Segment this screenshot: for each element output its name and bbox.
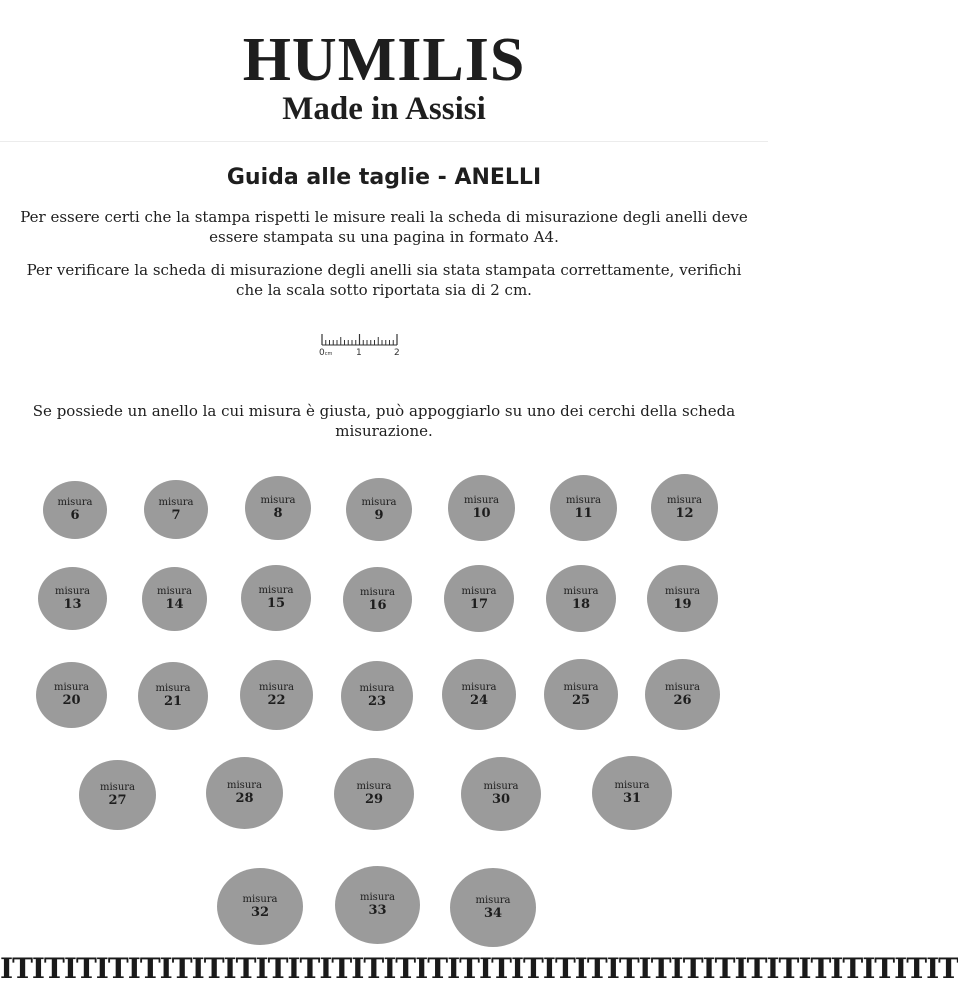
ring-label: misura bbox=[227, 780, 262, 791]
ring-circle-size-15 bbox=[241, 565, 311, 631]
ring-circle-size-22 bbox=[240, 660, 313, 730]
ring-size-value: 15 bbox=[266, 596, 286, 611]
ring-size-value: 7 bbox=[171, 507, 181, 523]
ring-label: misura bbox=[259, 682, 294, 693]
ring-circle-size-33 bbox=[335, 866, 420, 944]
ring-size-value: 16 bbox=[368, 597, 387, 613]
ring-circle-size-8 bbox=[245, 476, 311, 540]
brand-tagline: Made in Assisi bbox=[282, 91, 486, 127]
print-instructions: Per essere certi che la stampa rispetti le misure reali la scheda di misurazione degli anelli deve essere stampata su una pagina in formato A4. bbox=[20, 208, 748, 246]
ring-size-value: 24 bbox=[469, 692, 489, 708]
ring-circle-size-13 bbox=[38, 567, 107, 630]
ring-size-value: 20 bbox=[62, 693, 81, 708]
ring-size-value: 6 bbox=[70, 508, 80, 523]
ring-size-value: 19 bbox=[673, 596, 692, 612]
ruler-unit: cm bbox=[324, 351, 333, 357]
ring-label: misura bbox=[361, 496, 397, 508]
ring-circle-size-9 bbox=[346, 478, 412, 541]
ring-size-value: 33 bbox=[368, 903, 387, 918]
ring-label: misura bbox=[665, 681, 700, 693]
ring-label: misura bbox=[566, 495, 601, 506]
ring-size-value: 29 bbox=[364, 792, 384, 807]
decorative-footer-border: ΙΤΙΤΙΤΙΤΙΤΙΤΙΤΙΤΙΤΙΤΙΤΙΤΙΤΙΤΙΤΙΤΙΤΙΤΙΤΙΤΙΤΙΤΙΤΙΤΙΤΙΤΙΤΙΤΙΤΙΤ bbox=[0, 952, 958, 985]
ring-size-value: 28 bbox=[235, 791, 254, 806]
ring-circle-size-23 bbox=[341, 661, 413, 731]
ring-size-value: 26 bbox=[673, 692, 692, 708]
ring-instructions: Se possiede un anello la cui misura è giusta, può appoggiarlo su uno dei cerchi della scheda misurazione. bbox=[32, 402, 736, 440]
ring-size-value: 13 bbox=[63, 596, 82, 612]
ring-label: misura bbox=[614, 780, 650, 791]
page-title: Guida alle taglie - ANELLI bbox=[226, 165, 542, 190]
ring-label: misura bbox=[54, 682, 89, 693]
ring-label: misura bbox=[483, 781, 519, 792]
ring-size-value: 25 bbox=[571, 692, 591, 708]
ring-circle-size-20 bbox=[36, 662, 107, 728]
ring-label: misura bbox=[57, 497, 93, 508]
ring-size-value: 27 bbox=[108, 793, 127, 808]
ring-circle-size-28 bbox=[206, 757, 283, 829]
ring-circle-size-27 bbox=[79, 760, 156, 830]
ring-circle-size-32 bbox=[217, 868, 303, 945]
ring-label: misura bbox=[667, 494, 702, 506]
ring-size-value: 9 bbox=[374, 507, 384, 523]
ring-circle-size-31 bbox=[592, 756, 672, 830]
ring-circle-size-30 bbox=[461, 757, 541, 831]
ring-circle-size-16 bbox=[343, 567, 412, 632]
ring-size-value: 30 bbox=[491, 792, 511, 807]
ring-size-value: 21 bbox=[163, 694, 183, 709]
ring-label: misura bbox=[464, 495, 499, 506]
ring-size-value: 14 bbox=[165, 597, 184, 612]
ring-circle-size-19 bbox=[647, 565, 718, 632]
ring-circle-size-26 bbox=[645, 659, 720, 730]
ring-size-value: 8 bbox=[273, 506, 283, 521]
ring-size-value: 10 bbox=[472, 506, 491, 521]
ruler-ticks bbox=[319, 330, 409, 350]
ring-label: misura bbox=[258, 585, 294, 596]
ring-size-value: 22 bbox=[267, 693, 286, 708]
ring-size-value: 31 bbox=[622, 791, 642, 806]
ring-label: misura bbox=[155, 683, 191, 694]
ring-label: misura bbox=[563, 585, 599, 597]
ring-circle-size-24 bbox=[442, 659, 516, 730]
ring-circle-size-21 bbox=[138, 662, 208, 730]
ring-label: misura bbox=[359, 683, 395, 694]
brand-header bbox=[0, 26, 768, 127]
ring-label: misura bbox=[461, 681, 497, 693]
ring-size-value: 23 bbox=[367, 694, 387, 709]
ruler-label-2: 2 bbox=[394, 348, 400, 358]
ring-label: misura bbox=[563, 681, 599, 693]
ring-label: misura bbox=[55, 585, 90, 597]
ring-circle-size-11 bbox=[550, 475, 617, 541]
ring-circle-size-6 bbox=[43, 481, 107, 539]
ring-size-value: 11 bbox=[574, 506, 593, 521]
ring-circle-size-12 bbox=[651, 474, 718, 541]
ring-circle-size-29 bbox=[334, 758, 414, 830]
scale-ruler bbox=[319, 330, 409, 364]
ring-circle-size-10 bbox=[448, 475, 515, 541]
ring-label: misura bbox=[260, 495, 296, 506]
ring-label: misura bbox=[360, 892, 395, 903]
ring-label: misura bbox=[461, 585, 497, 597]
ring-label: misura bbox=[356, 781, 392, 792]
ring-circle-size-34 bbox=[450, 868, 536, 947]
ring-size-value: 12 bbox=[675, 505, 694, 521]
ring-size-value: 32 bbox=[250, 904, 270, 920]
ring-circle-size-18 bbox=[546, 565, 616, 632]
ring-label: misura bbox=[475, 894, 511, 906]
ring-circle-size-25 bbox=[544, 659, 618, 730]
header-divider bbox=[0, 141, 768, 142]
ring-size-value: 17 bbox=[469, 596, 489, 612]
ring-label: misura bbox=[242, 893, 278, 905]
ring-label: misura bbox=[157, 586, 192, 597]
ring-circle-size-7 bbox=[144, 480, 208, 539]
ring-circle-size-14 bbox=[142, 567, 207, 631]
scale-instructions: Per verificare la scheda di misurazione degli anelli sia stata stampata correttamente, verifichi che la scala sotto riportata sia di 2 cm. bbox=[26, 261, 742, 299]
ring-label: misura bbox=[158, 496, 194, 508]
brand-name: HUMILIS bbox=[242, 26, 526, 94]
ring-label: misura bbox=[665, 585, 700, 597]
ruler-label-0: 0cm bbox=[319, 348, 333, 358]
ring-label: misura bbox=[360, 586, 395, 598]
ring-size-value: 18 bbox=[571, 596, 591, 612]
ring-label: misura bbox=[100, 782, 135, 793]
ring-size-value: 34 bbox=[483, 905, 503, 921]
ruler-label-1: 1 bbox=[356, 348, 362, 358]
ring-circle-size-17 bbox=[444, 565, 514, 632]
